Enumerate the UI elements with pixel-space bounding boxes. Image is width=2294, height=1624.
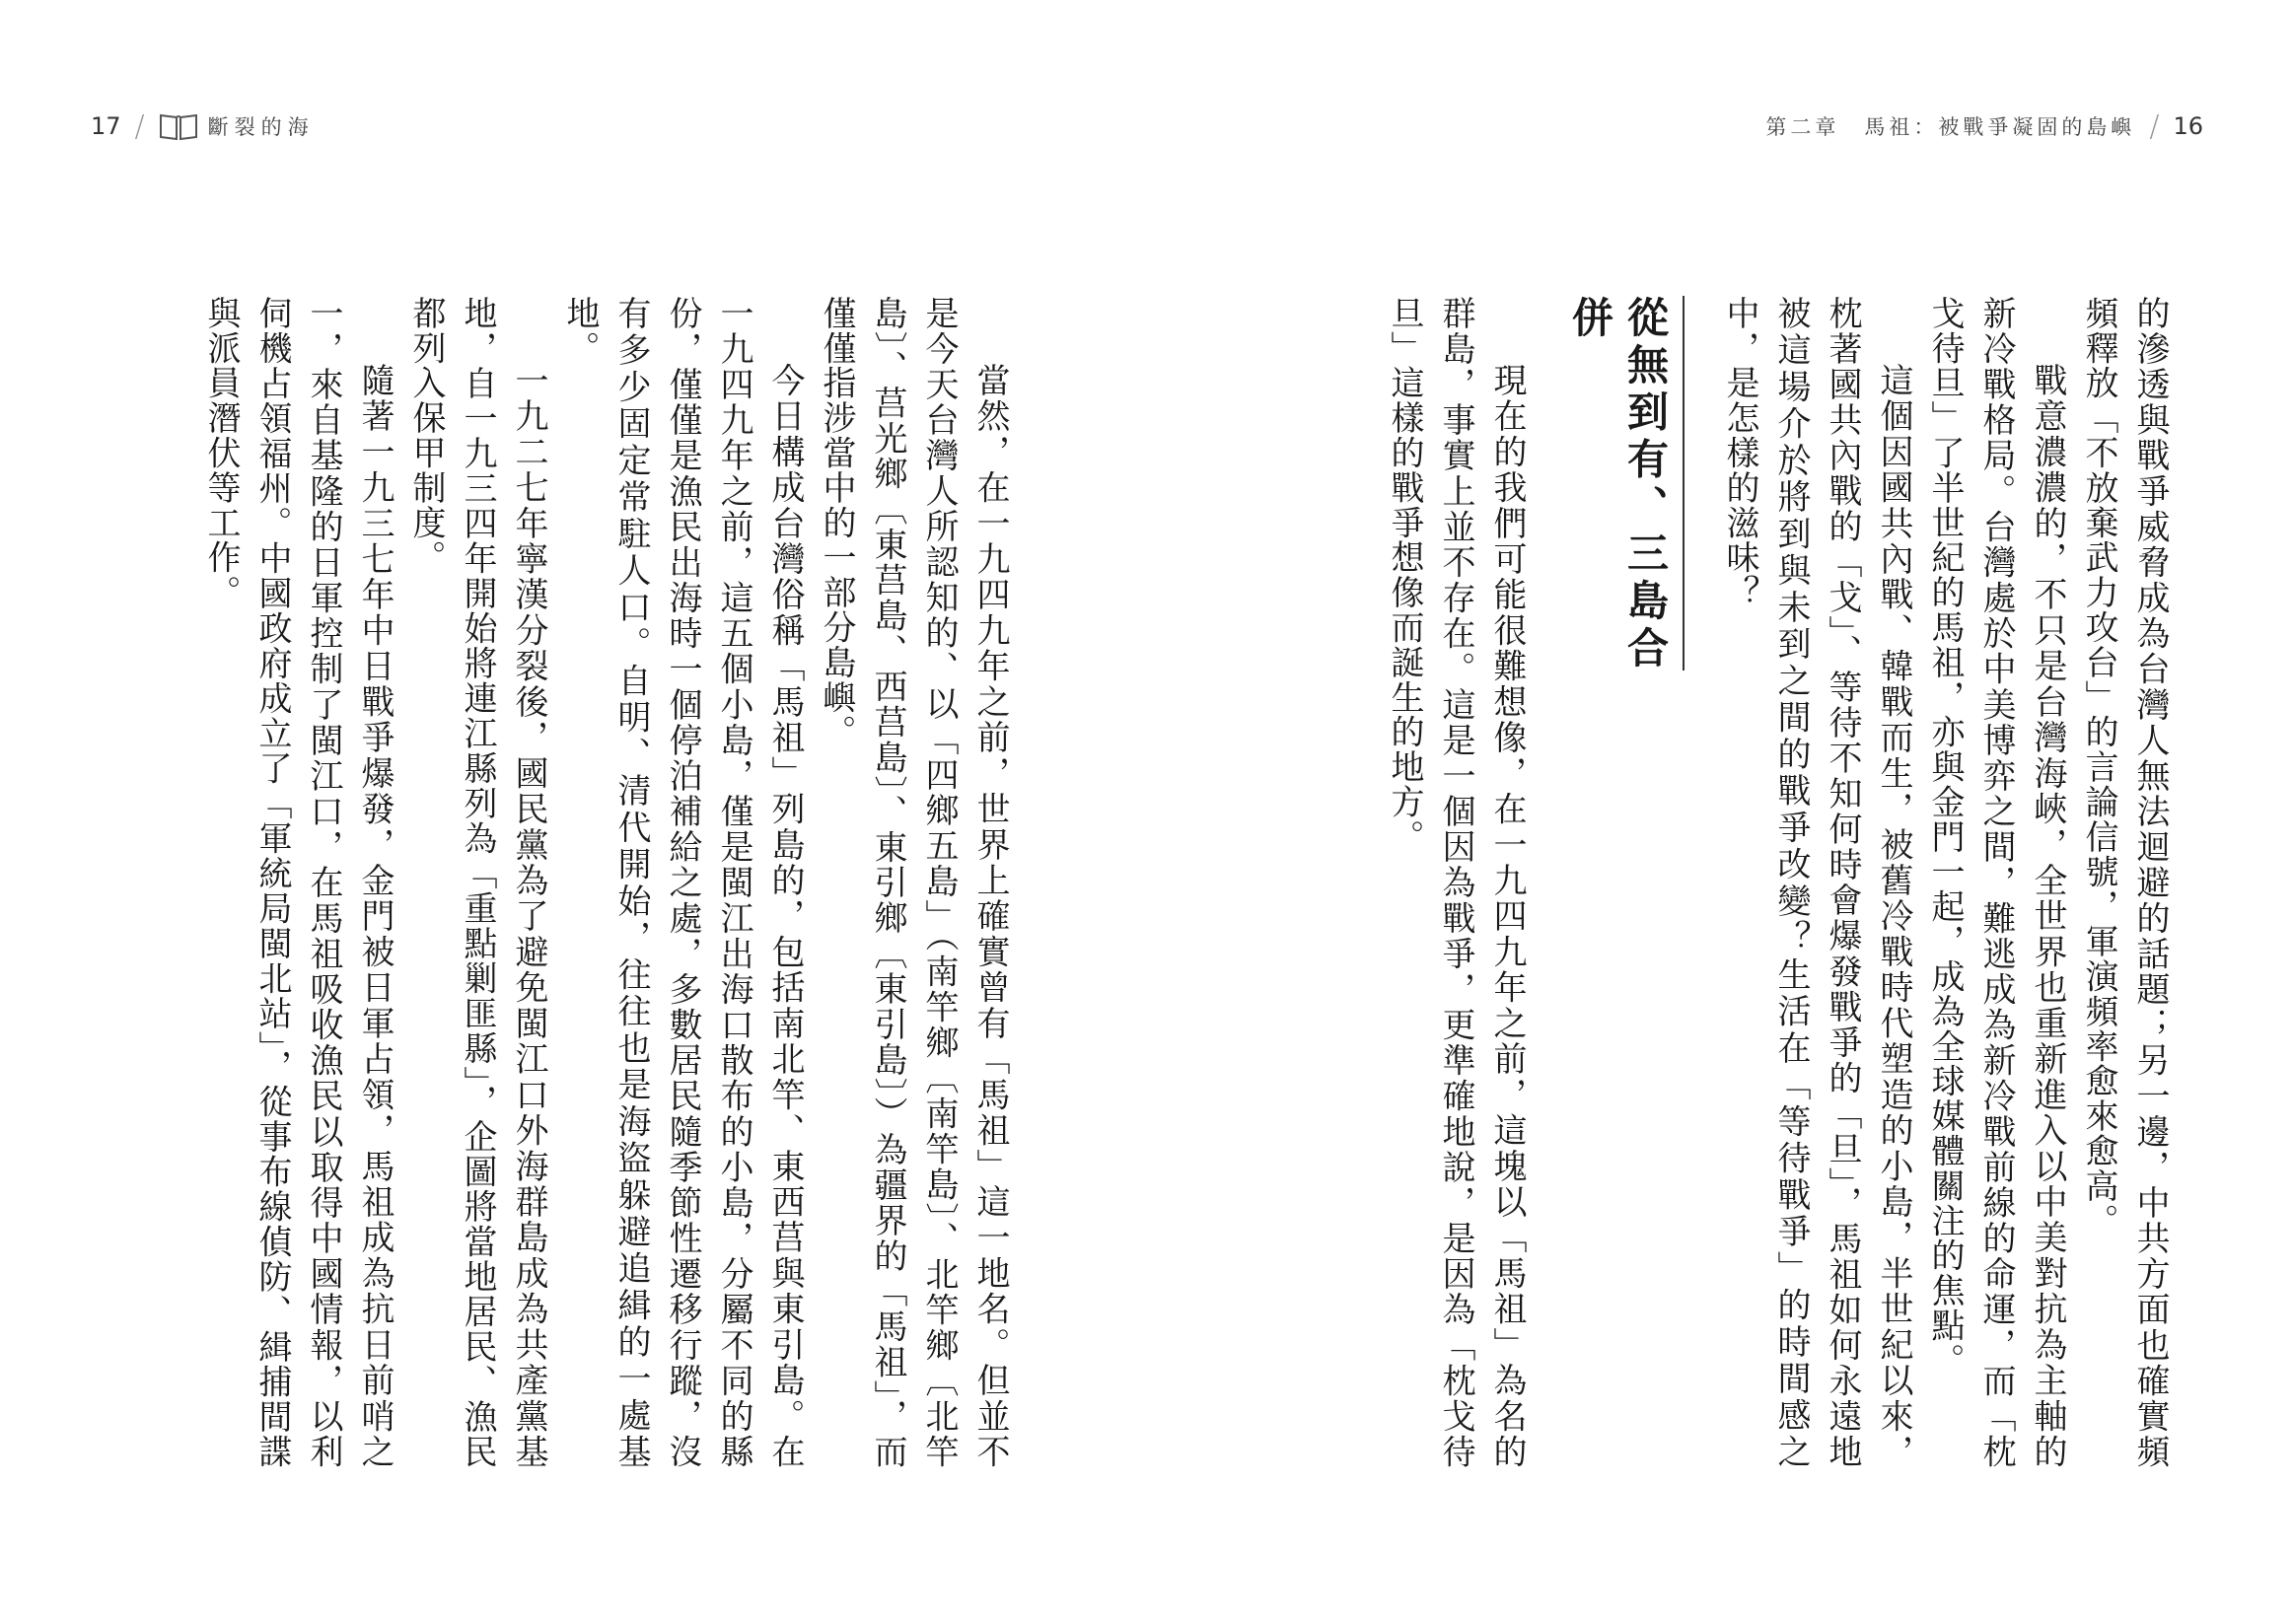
- header-divider: /: [2149, 108, 2160, 144]
- section-heading: 從無到有、三島合併: [1562, 296, 1685, 671]
- paragraph: 今日構成台灣俗稱「馬祖」列島的，包括南北竿、東西莒與東引島。在一九四九年之前，這五個小島，僅是閩江出海口散布的小島，分屬不同的縣份，僅僅是漁民出海時一個停泊補給之處，多數居民隨季節性遷移行蹤，沒有多少固定常駐人口。自明、清代開始，往往也是海盜躲避追緝的一處基地。: [560, 296, 805, 1469]
- paragraph: 隨著一九三七年中日戰爭爆發，金門被日軍占領，馬祖成為抗日前哨之一，來自基隆的日軍控制了閩江口，在馬祖吸收漁民以取得中國情報，以利伺機占領福州。中國政府成立了「軍統局閩北站」，從事布線偵防、緝捕間諜與派員潛伏等工作。: [201, 296, 394, 1469]
- right-page-header: [1765, 106, 2203, 146]
- right-page-body: [1229, 296, 2176, 1469]
- header-divider: /: [134, 108, 145, 144]
- left-page-header: [91, 106, 315, 146]
- book-title: 斷裂的海: [207, 115, 315, 139]
- right-page-number: 16: [2173, 112, 2203, 140]
- left-page-number: 17: [91, 112, 121, 140]
- paragraph: 現在的我們可能很難想像，在一九四九年之前，這塊以「馬祖」為名的群島，事實上並不存在。這是一個因為戰爭，更準確地說，是因為「枕戈待旦」這樣的戰爭想像而誕生的地方。: [1385, 296, 1527, 1469]
- paragraph: 的滲透與戰爭威脅成為台灣人無法迴避的話題；另一邊，中共方面也確實頻頻釋放「不放棄武力攻台」的言論信號，軍演頻率愈來愈高。: [2079, 296, 2170, 1469]
- left-page-body: [201, 296, 1016, 1469]
- paragraph: 當然，在一九四九年之前，世界上確實曾有「馬祖」這一地名。但並不是今天台灣人所認知的、以「四鄉五島」（南竿鄉〔南竿島〕、北竿鄉〔北竿島〕、莒光鄉〔東莒島、西莒島〕、東引鄉〔東引島〕）為疆界的「馬祖」，而僅僅指涉當中的一部分島嶼。: [817, 296, 1010, 1469]
- paragraph: 戰意濃濃的，不只是台灣海峽，全世界也重新進入以中美對抗為主軸的新冷戰格局。台灣處於中美博弈之間，難逃成為新冷戰前線的命運，而「枕戈待旦」了半世紀的馬祖，亦與金門一起，成為全球媒體關注的焦點。: [1925, 296, 2067, 1469]
- chapter-title: 第二章 馬祖：被戰爭凝固的島嶼: [1765, 115, 2136, 139]
- paragraph: 這個因國共內戰、韓戰而生，被舊冷戰時代塑造的小島，半世紀以來，枕著國共內戰的「戈」、等待不知何時會爆發戰爭的「旦」，馬祖如何永遠地被這場介於將到與未到之間的戰爭改變？生活在「等待戰爭」的時間感之中，是怎樣的滋味？: [1720, 296, 1913, 1469]
- paragraph: 一九二七年寧漢分裂後，國民黨為了避免閩江口外海群島成為共產黨基地，自一九三四年開始將連江縣列為「重點剿匪縣」，企圖將當地居民、漁民都列入保甲制度。: [406, 296, 548, 1469]
- open-book-icon: [159, 111, 198, 141]
